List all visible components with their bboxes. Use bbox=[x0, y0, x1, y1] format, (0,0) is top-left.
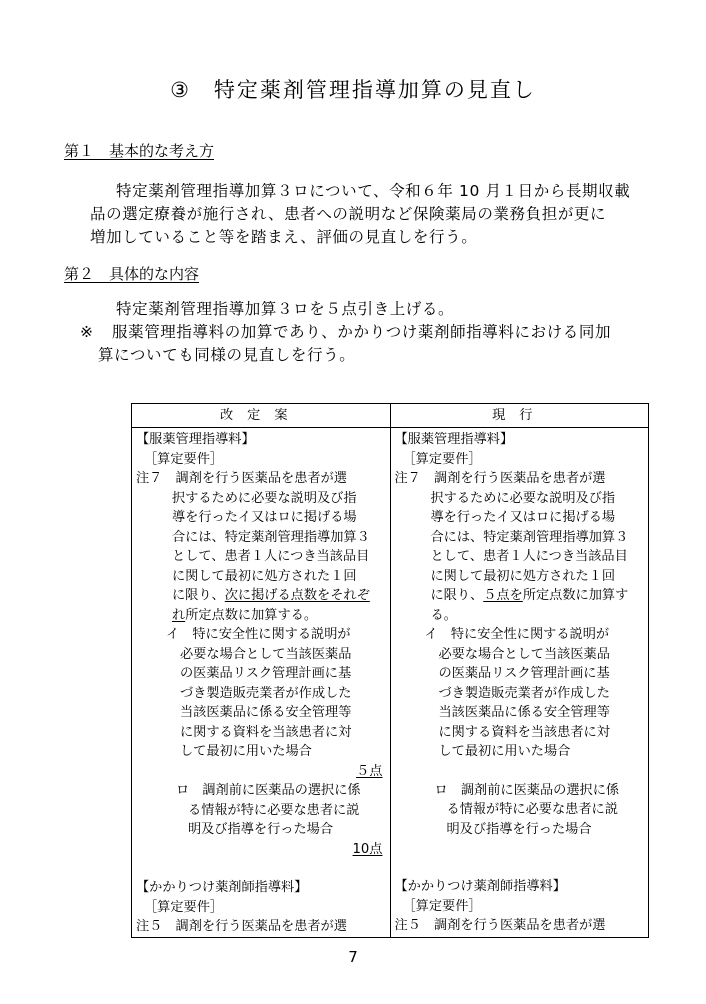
item-i-line: 当該医薬品に係る安全管理等 bbox=[180, 705, 352, 720]
note-line: 合には、特定薬剤管理指導加算３ bbox=[430, 529, 629, 545]
note-line: 択するために必要な説明及び指 bbox=[430, 490, 616, 506]
item-i-line: イ 特に安全性に関する説明が bbox=[166, 627, 351, 642]
note-line bbox=[395, 586, 646, 606]
changed-text: 次に掲げる点数をそれぞ bbox=[224, 588, 370, 603]
spacer bbox=[395, 858, 646, 877]
item-i-line: 当該医薬品に係る安全管理等 bbox=[438, 705, 610, 720]
item-i-line: して最初に用いた場合 bbox=[180, 744, 312, 759]
item-i-line: して最初に用いた場合 bbox=[438, 744, 571, 759]
current-column bbox=[390, 428, 649, 938]
item-i-line: づき製造販売業者が作成した bbox=[438, 685, 610, 701]
note-line: る。 bbox=[430, 607, 457, 623]
spacer bbox=[395, 762, 646, 781]
item-ro-line: 明及び指導を行った場合 bbox=[446, 821, 592, 837]
changed-text: ５点を bbox=[483, 588, 523, 603]
note-line: として、患者１人につき当該品目 bbox=[430, 549, 628, 564]
text-run: に限り、 bbox=[172, 588, 225, 603]
text-run: 所定点数に加算する。 bbox=[185, 607, 318, 623]
comparison-table bbox=[131, 403, 649, 938]
note-line: 導を行ったイ又はロに掲げる場 bbox=[430, 510, 616, 525]
paragraph-line: 特定薬剤管理指導加算３ロを５点引き上げる。 bbox=[116, 300, 455, 318]
requirement-label: ［算定要件］ bbox=[402, 898, 482, 914]
section-2-note bbox=[80, 321, 646, 367]
item-i-line: に関する資料を当該患者に対 bbox=[180, 724, 352, 740]
item-i-line: の医薬品リスク管理計画に基 bbox=[180, 666, 352, 681]
item-i-line: の医薬品リスク管理計画に基 bbox=[438, 666, 610, 681]
fee-title: 【かかりつけ薬剤師指導料】 bbox=[136, 880, 308, 895]
note-line: に関して最初に処方された１回 bbox=[172, 568, 357, 584]
changed-text: れ bbox=[172, 607, 186, 623]
note-mark: ※ bbox=[80, 323, 94, 341]
note-line: として、患者１人につき当該品目 bbox=[172, 549, 370, 564]
item-i-line: 必要な場合として当該医薬品 bbox=[180, 646, 352, 662]
note-line: 導を行ったイ又はロに掲げる場 bbox=[172, 510, 357, 525]
fee-title: 【服薬管理指導料】 bbox=[136, 432, 255, 447]
note-line: 服薬管理指導料の加算であり、かかりつけ薬剤師指導料における同加 bbox=[112, 323, 612, 341]
paragraph-line: 品の選定療養が施行され、患者への説明など保険薬局の業務負担が更に bbox=[90, 205, 607, 223]
section-1-paragraph bbox=[90, 180, 646, 249]
spacer bbox=[395, 839, 646, 858]
note-line: に関して最初に処方された１回 bbox=[430, 568, 616, 584]
requirement-label: ［算定要件］ bbox=[144, 899, 224, 915]
points-value: 10点 bbox=[352, 841, 383, 857]
item-i-points bbox=[136, 762, 387, 782]
fee-title: 【かかりつけ薬剤師指導料】 bbox=[394, 879, 566, 894]
requirement-label: ［算定要件］ bbox=[144, 451, 224, 467]
page-number: 7 bbox=[348, 948, 358, 966]
note-line: 注７ 調剤を行う医薬品を患者が選 bbox=[136, 471, 347, 486]
item-i-line: イ 特に安全性に関する説明が bbox=[424, 627, 610, 642]
paragraph-line: 増加していること等を踏まえ、評価の見直しを行う。 bbox=[90, 228, 478, 246]
text-run: 所定点数に加算す bbox=[522, 588, 629, 603]
note-line bbox=[136, 606, 387, 626]
text-run: に限り、 bbox=[430, 588, 484, 603]
note-line: 注５ 調剤を行う医薬品を患者が選 bbox=[136, 919, 347, 934]
item-ro-line: る情報が特に必要な患者に説 bbox=[446, 802, 618, 817]
note-line: 注７ 調剤を行う医薬品を患者が選 bbox=[394, 471, 606, 486]
item-ro-points bbox=[136, 840, 387, 860]
item-ro-line: ロ 調剤前に医薬品の選択に係 bbox=[176, 783, 361, 798]
item-i-line: に関する資料を当該患者に対 bbox=[438, 724, 610, 740]
item-ro-line: る情報が特に必要な患者に説 bbox=[188, 802, 360, 818]
page-title: ③ 特定薬剤管理指導加算の見直し bbox=[170, 78, 536, 102]
note-line: 択するために必要な説明及び指 bbox=[172, 490, 357, 506]
requirement-label: ［算定要件］ bbox=[402, 451, 482, 467]
revision-column bbox=[132, 428, 391, 938]
item-ro-line: ロ 調剤前に医薬品の選択に係 bbox=[434, 782, 620, 798]
header-revision: 改定案 bbox=[132, 404, 391, 428]
fee-title: 【服薬管理指導料】 bbox=[394, 432, 514, 447]
section-heading-2: 第２ 具体的な内容 bbox=[64, 265, 200, 283]
note-line: 算についても同様の見直しを行う。 bbox=[98, 346, 356, 364]
note-line: 合には、特定薬剤管理指導加算３ bbox=[172, 529, 370, 545]
section-heading-1: 第１ 基本的な考え方 bbox=[64, 142, 215, 160]
paragraph-line: 特定薬剤管理指導加算３ロについて、令和６年 10 月１日から長期収載 bbox=[116, 182, 631, 200]
item-i-line: づき製造販売業者が作成した bbox=[180, 685, 352, 701]
note-line bbox=[136, 586, 387, 606]
spacer bbox=[136, 859, 387, 878]
item-ro-line: 明及び指導を行った場合 bbox=[188, 822, 334, 837]
section-2-paragraph bbox=[98, 298, 646, 321]
points-value: ５点 bbox=[356, 763, 383, 779]
note-line: 注５ 調剤を行う医薬品を患者が選 bbox=[394, 918, 606, 933]
header-current: 現行 bbox=[390, 404, 649, 428]
item-i-line: 必要な場合として当該医薬品 bbox=[438, 646, 610, 662]
